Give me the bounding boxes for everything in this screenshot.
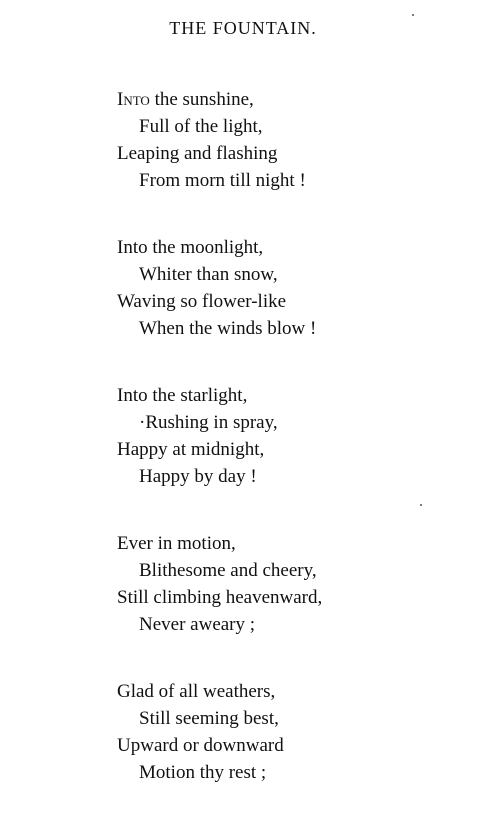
line-rest: the sunshine, [149, 89, 254, 110]
paper-speck [420, 504, 422, 506]
poem-line [117, 86, 477, 113]
stanza-4 [117, 530, 477, 638]
stanza-5 [117, 678, 477, 786]
poem-line: Happy by day ! [139, 466, 257, 487]
drop-word: Into [117, 89, 150, 110]
poem-line: Still seeming best, [139, 708, 279, 729]
poem-line: Waving so flower-like [117, 291, 287, 312]
paper-speck [412, 14, 414, 16]
poem-line: Still climbing heavenward, [117, 587, 323, 608]
poem-line: Into the moonlight, [117, 237, 264, 258]
stanza-3 [117, 382, 477, 490]
poem-line: Motion thy rest ; [139, 762, 267, 783]
poem-line: When the winds blow ! [139, 318, 317, 339]
poem-body [117, 86, 477, 826]
poem-line: From morn till night ! [139, 170, 306, 191]
poem-line: Full of the light, [139, 116, 263, 137]
poem-title: THE FOUNTAIN. [169, 18, 317, 38]
poem-line: ·Rushing in spray, [139, 412, 278, 433]
poem-line: Happy at midnight, [117, 439, 265, 460]
poem-line: Whiter than snow, [139, 264, 278, 285]
poem-line: Into the starlight, [117, 385, 248, 406]
poem-line: Never aweary ; [139, 614, 256, 635]
stanza-1 [117, 86, 477, 194]
poem-line: Glad of all weathers, [117, 681, 276, 702]
poem-line: Leaping and flashing [117, 143, 278, 164]
poem-line: Blithesome and cheery, [139, 560, 317, 581]
stanza-2 [117, 234, 477, 342]
poem-line: Upward or downward [117, 735, 284, 756]
poem-line: Ever in motion, [117, 533, 236, 554]
